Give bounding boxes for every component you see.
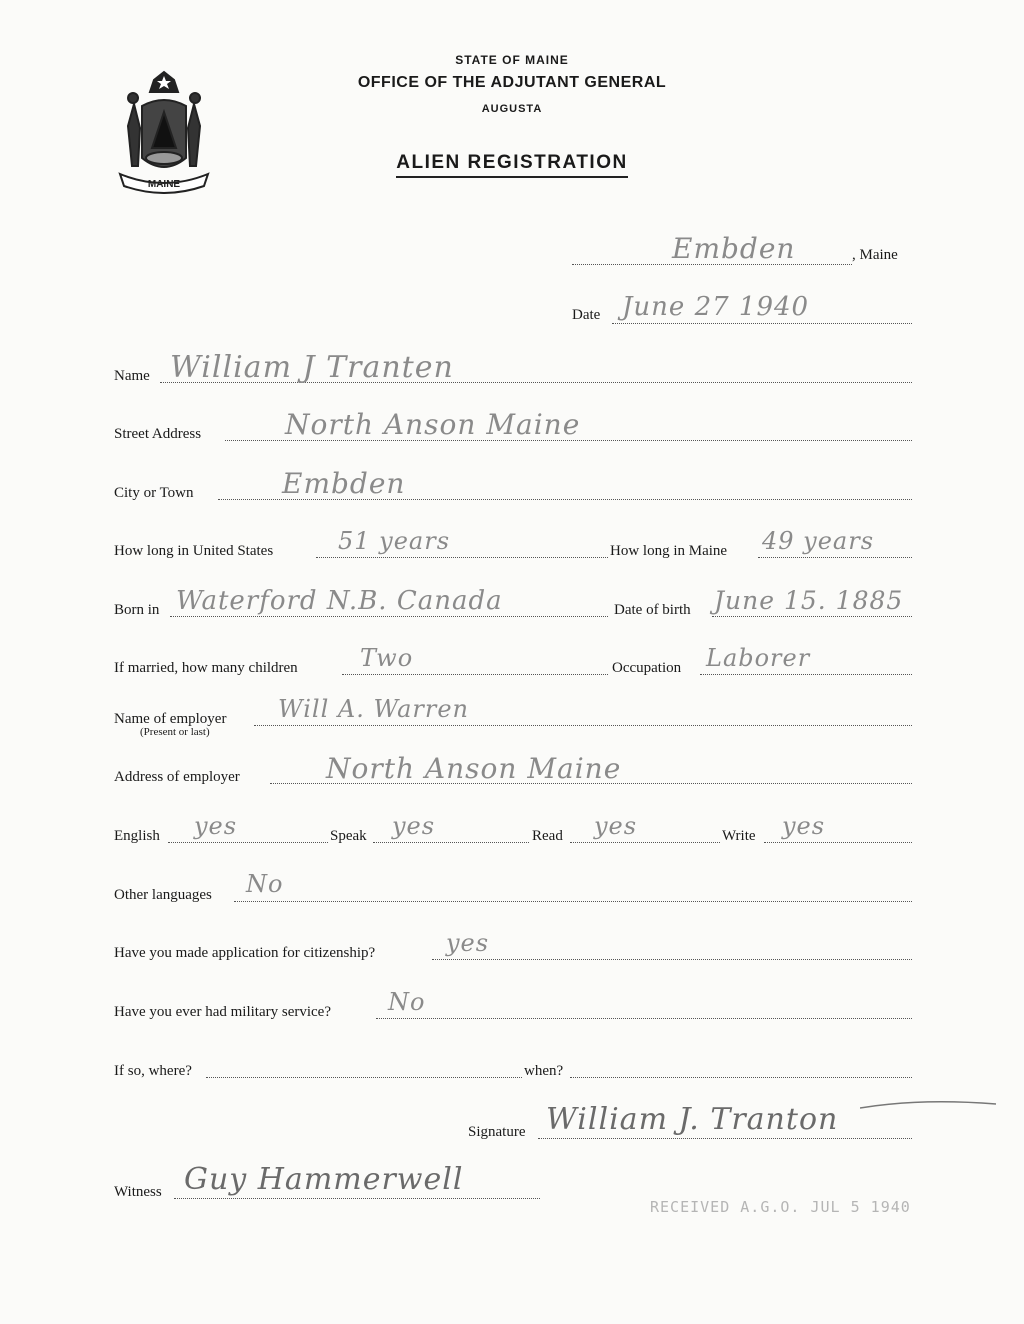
header-state: STATE OF MAINE [455,53,569,67]
employer-address-label: Address of employer [114,769,240,785]
header-office: OFFICE OF THE ADJUTANT GENERAL [357,74,667,91]
speak-value: yes [392,812,436,840]
children-value: Two [360,644,414,672]
citizenship-label: Have you made application for citizenship? [114,945,376,961]
us-years-label: How long in United States [114,543,274,559]
military-label: Have you ever had military service? [114,1004,331,1020]
read-label: Read [532,828,563,844]
english-label: English [114,828,160,844]
english-value: yes [194,812,238,840]
employer-sublabel: (Present or last) [140,726,210,738]
employer-address-value: North Anson Maine [326,752,622,785]
us-years-value: 51 years [338,527,451,555]
born-label: Born in [114,602,160,618]
employer-value: Will A. Warren [278,695,469,723]
occupation-label: Occupation [612,660,682,676]
born-value: Waterford N.B. Canada [176,586,503,616]
city-label: City or Town [114,485,194,501]
header-city: AUGUSTA [481,103,543,115]
signature-label: Signature [468,1124,526,1140]
name-value: William J Tranten [170,350,454,385]
dob-value: June 15. 1885 [714,586,904,615]
write-label: Write [722,828,756,844]
town-value: Embden [672,232,796,265]
maine-years-value: 49 years [762,527,875,555]
witness-label: Witness [114,1184,162,1200]
citizenship-value: yes [446,929,490,957]
street-label: Street Address [114,426,202,442]
when-label: when? [524,1063,564,1079]
city-value: Embden [282,467,406,500]
date-value: June 27 1940 [622,292,810,322]
signature-value: William J. Tranton [546,1102,839,1137]
name-label: Name [114,368,150,384]
where-label: If so, where? [114,1063,192,1079]
seal-label: MAINE [147,179,181,190]
witness-value: Guy Hammerwell [184,1162,464,1197]
children-label: If married, how many children [114,660,298,676]
military-value: No [388,988,426,1016]
employer-label: Name of employer [114,711,227,727]
occupation-value: Laborer [706,644,811,672]
date-label: Date [572,307,601,323]
state-suffix: , Maine [852,247,898,263]
other-languages-value: No [246,870,284,898]
signature-flourish [860,1094,1000,1114]
write-value: yes [782,812,826,840]
dob-label: Date of birth [614,602,691,618]
read-value: yes [594,812,638,840]
other-languages-label: Other languages [114,887,212,903]
street-value: North Anson Maine [285,408,581,441]
received-stamp: RECEIVED A.G.O. JUL 5 1940 [650,1198,911,1216]
form-title: ALIEN REGISTRATION [0,152,1024,174]
speak-label: Speak [330,828,367,844]
maine-years-label: How long in Maine [610,543,728,559]
